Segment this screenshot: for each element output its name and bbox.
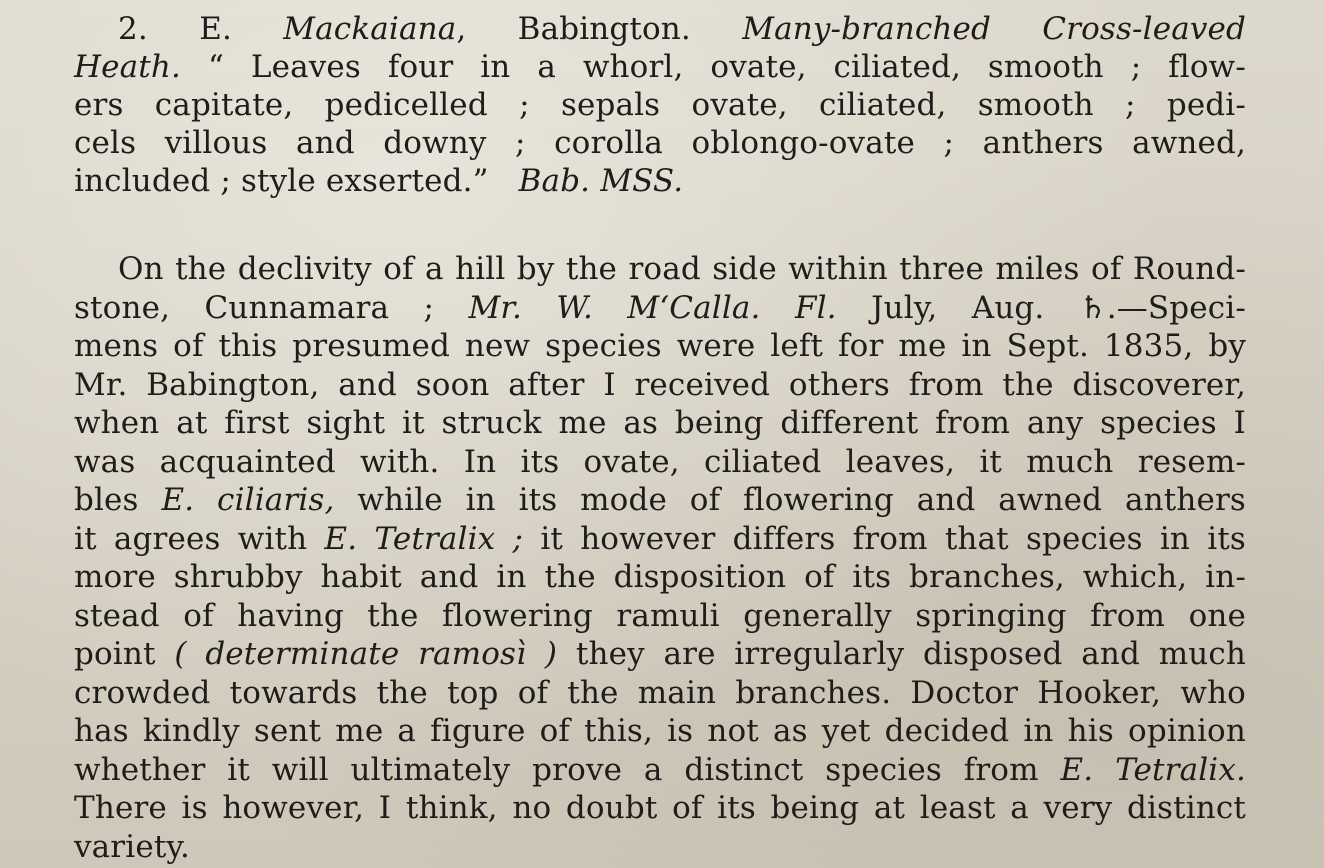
description-line-2: ers capitate, pedicelled ; sepals ovate, ciliated, smooth ; pedi- (74, 87, 1246, 123)
entry-line-2 (74, 48, 1246, 86)
notes-line-6: was acquainted with. In its ovate, ciliated leaves, it much resem- (74, 443, 1246, 480)
notes-line-3: mens of this presumed new species were left for me in Sept. 1835, by (74, 328, 1246, 364)
notes-line-15: There is however, I think, no doubt of its being at least a very distinct (74, 790, 1246, 826)
locality: stone, Cunnamara ; (74, 289, 435, 326)
entry-line-5 (74, 162, 1246, 200)
notes-line-14 (74, 751, 1246, 790)
description-line-4: included ; style exserted.” (74, 163, 489, 199)
entry-number: 2. (118, 11, 148, 47)
notes-line-12: crowded towards the top of the main branches. Doctor Hooker, who (74, 674, 1246, 711)
entry-line-1: 2. E. Mackaiana, Babington. Many-branched Cross-leaved (118, 11, 1246, 47)
notes-line-5: when at first sight it struck me as being different from any species I (74, 405, 1246, 441)
notes-line-4: Mr. Babington, and soon after I received others from the discoverer, (74, 366, 1246, 403)
species-ref-ciliaris: E. ciliaris, (161, 482, 335, 518)
species-notes (74, 250, 1246, 866)
notes-line-8-c: it however differs from that species in its (540, 520, 1246, 557)
notes-line-7-a: bles (74, 482, 139, 518)
species-entry (74, 10, 1246, 200)
notes-line-16: variety. (74, 828, 190, 865)
notes-line-2 (74, 289, 1246, 328)
collector-name: Mr. W. M‘Calla. (468, 289, 761, 326)
notes-line-1: On the declivity of a hill by the road side within three miles of Round- (118, 251, 1246, 287)
notes-line-11-c: they are irregularly disposed and much (575, 636, 1246, 672)
description-line-1: “ Leaves four in a whorl, ovate, ciliated, smooth ; flow- (207, 49, 1246, 85)
source-citation: Bab. MSS. (518, 163, 684, 199)
species-authority: Babington. (517, 11, 691, 47)
notes-line-8-a: it agrees with (74, 520, 308, 557)
notes-line-13: has kindly sent me a figure of this, is not as yet decided in his opinion (74, 713, 1246, 749)
genus-abbreviation: E. (199, 11, 232, 47)
notes-line-11-a: point (74, 636, 156, 672)
notes-line-7-c: while in its mode of flowering and awned anthers (357, 482, 1246, 518)
notes-line-9: more shrubby habit and in the disposition of its branches, which, in- (74, 559, 1246, 595)
flowering-period: July, Aug. ♄.—Speci- (871, 289, 1246, 326)
description-line-3: cels villous and downy ; corolla oblongo-ovate ; anthers awned, (74, 125, 1246, 161)
notes-line-11 (74, 635, 1246, 674)
common-name-part-1: Many-branched Cross-leaved (742, 11, 1246, 47)
flowering-abbrev: Fl. (794, 289, 837, 326)
notes-line-14-a: whether it will ultimately prove a distinct species from (74, 751, 1039, 788)
notes-line-10: stead of having the flowering ramuli generally springing from one (74, 597, 1246, 634)
species-ref-tetralix-2: E. Tetralix. (1060, 751, 1246, 788)
latin-phrase: ( determinate ramosì ) (174, 636, 558, 672)
notes-line-8 (74, 520, 1246, 559)
notes-line-7 (74, 481, 1246, 520)
common-name-part-2: Heath. (74, 49, 182, 85)
species-name: Mackaiana (283, 11, 457, 47)
species-ref-tetralix: E. Tetralix ; (324, 520, 524, 557)
